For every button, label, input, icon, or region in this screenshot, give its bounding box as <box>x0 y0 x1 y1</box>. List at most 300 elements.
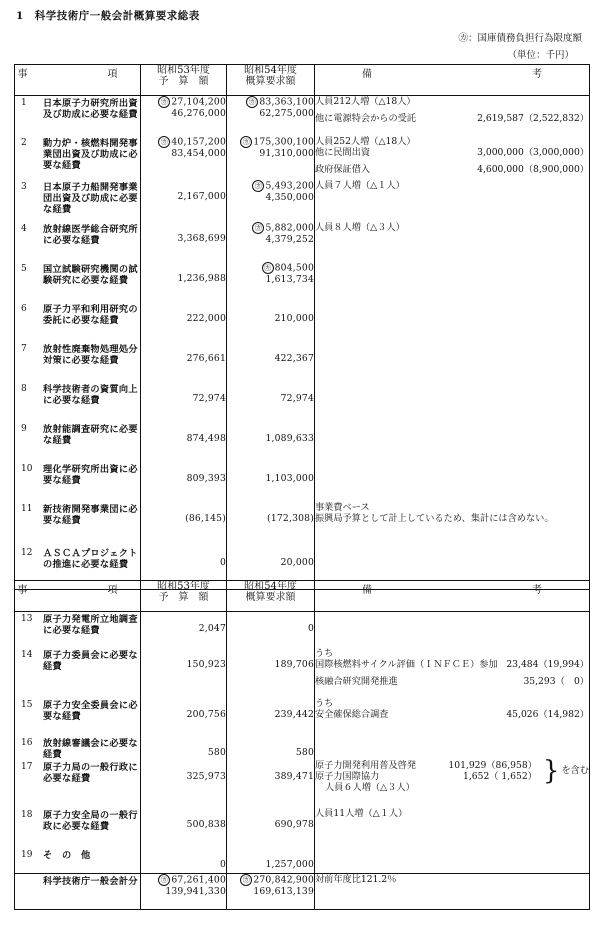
item-name: 放射線審議会に必要な経費 <box>43 737 138 760</box>
budget53-cell <box>141 698 227 736</box>
table-row <box>15 422 590 462</box>
contract-limit-amount <box>141 546 226 557</box>
amount-value: 4,350,000 <box>265 191 314 203</box>
total-name: 科学技術庁一般会計分 <box>43 876 138 887</box>
header-item: 事 項 <box>15 581 141 612</box>
contract-mark-icon: ㋕ <box>246 96 258 108</box>
header-item: 事 項 <box>15 65 141 96</box>
brace-lines <box>315 760 537 782</box>
request54-cell <box>227 422 315 462</box>
remark-text: 他に電源特会からの受託 <box>315 113 417 124</box>
budget53-cell <box>141 96 227 136</box>
remark-line <box>315 164 589 175</box>
remark-value: 23,484（19,994） <box>506 658 589 670</box>
remark-text: 原子力国際協力 <box>315 770 380 782</box>
item-number: 3 <box>21 181 27 192</box>
contract-mark-icon: ㋕ <box>262 262 274 274</box>
item-cell <box>15 302 141 342</box>
remarks-cell <box>315 422 590 462</box>
remark-line: うち <box>315 697 334 709</box>
contract-limit-amount <box>227 180 314 192</box>
amount-value: 580 <box>207 746 226 758</box>
contract-limit-amount <box>227 502 314 513</box>
item-name: 日本原子力研究所出資及び助成に必要な経費 <box>43 98 138 120</box>
contract-limit-amount <box>141 422 226 433</box>
remark-line: 人員252人増（△18人） <box>315 135 416 147</box>
remark-line <box>315 147 589 158</box>
item-number: 14 <box>21 649 33 660</box>
item-number: 5 <box>21 263 27 274</box>
brace-icon: } <box>542 755 560 786</box>
header-remarks: 備 考 <box>315 65 590 96</box>
contract-limit-amount <box>141 222 226 233</box>
item-label <box>15 302 140 326</box>
amount-value: 389,471 <box>274 770 314 782</box>
amount-value: (86,145) <box>185 512 226 524</box>
amount-value: 422,367 <box>274 352 314 364</box>
remark-value: 3,000,000（3,000,000） <box>477 146 589 158</box>
contract-limit-value: 40,157,200 <box>171 136 226 147</box>
item-label <box>15 222 140 246</box>
contract-limit-amount <box>227 760 314 771</box>
remark-line: 人員８人増（△３人） <box>315 221 405 233</box>
item-label <box>15 848 140 861</box>
item-label <box>15 612 140 636</box>
remarks-cell <box>315 648 590 698</box>
item-cell <box>15 648 141 698</box>
item-name: 原子力安全委員会に必要な経費 <box>43 699 138 722</box>
amount-value: 4,379,252 <box>265 233 314 245</box>
item-label <box>15 808 140 832</box>
request54-cell <box>227 96 315 136</box>
item-label <box>15 342 140 366</box>
contract-mark-icon: ㋕ <box>158 136 170 148</box>
item-cell <box>15 736 141 760</box>
remark-line <box>315 771 537 782</box>
header-request54: 昭和54年度 概算要求額 <box>227 65 315 96</box>
contract-limit-amount <box>141 342 226 353</box>
item-number: 2 <box>21 137 27 148</box>
item-cell <box>15 760 141 808</box>
total-label <box>15 874 140 887</box>
item-name: ＡＳＣＡプロジェクトの推進に必要な経費 <box>43 547 138 570</box>
remark-value: 4,600,000（8,900,000） <box>477 163 589 175</box>
remarks-cell <box>315 848 590 874</box>
amount-value: 809,393 <box>186 472 226 484</box>
contract-limit-amount <box>227 648 314 659</box>
item-name: 科学技術者の資質向上に必要な経費 <box>43 383 138 406</box>
header-request54: 昭和54年度 概算要求額 <box>227 581 315 612</box>
contract-limit-amount <box>141 262 226 273</box>
request54-cell <box>227 180 315 222</box>
contract-limit-amount <box>227 462 314 473</box>
amount-value: 222,000 <box>186 312 226 324</box>
item-cell <box>15 222 141 262</box>
table-row <box>15 698 590 736</box>
remarks-cell <box>315 262 590 302</box>
contract-limit-amount <box>141 302 226 313</box>
total-remark: 対前年度比121.2％ <box>315 874 397 885</box>
item-name: 国立試験研究機関の試験研究に必要な経費 <box>43 263 138 286</box>
item-label <box>15 546 140 570</box>
remark-line: 事業費ベース <box>315 501 370 513</box>
request54-cell <box>227 502 315 546</box>
table-row <box>15 648 590 698</box>
item-number: 19 <box>21 849 33 860</box>
contract-limit-value: 270,842,900 <box>253 874 314 886</box>
contract-limit-amount <box>227 874 314 886</box>
contract-limit-value: 5,882,000 <box>265 222 314 233</box>
contract-limit-value: 804,500 <box>274 262 314 273</box>
item-name: 原子力局の一般行政に必要な経費 <box>43 761 138 784</box>
budget53-cell <box>141 136 227 180</box>
contract-mark-icon: ㋕ <box>252 222 264 234</box>
contract-limit-amount <box>227 808 314 819</box>
item-number: 6 <box>21 303 27 314</box>
contract-mark-icon: ㋕ <box>158 874 170 886</box>
request54-cell <box>227 342 315 382</box>
request54-cell <box>227 808 315 848</box>
amount-value: 3,368,699 <box>177 232 226 244</box>
remarks-cell <box>315 222 590 262</box>
remarks-cell <box>315 382 590 422</box>
item-number: 8 <box>21 383 27 394</box>
remark-line <box>315 676 589 687</box>
item-number: 17 <box>21 761 33 772</box>
amount-value: 0 <box>219 858 226 870</box>
amount-value: 690,978 <box>274 818 314 830</box>
item-label <box>15 136 140 171</box>
request54-cell <box>227 302 315 342</box>
table-header-row <box>15 581 590 612</box>
contract-mark-icon: ㋕ <box>240 874 252 886</box>
remark-value: 45,026（14,982） <box>506 708 589 720</box>
budget53-cell <box>141 502 227 546</box>
item-name: 原子力安全局の一般行政に必要な経費 <box>43 809 138 832</box>
request54-cell <box>227 648 315 698</box>
remark-value: 1,652（ 1,652） <box>462 770 537 782</box>
item-cell <box>15 262 141 302</box>
amount-value: 169,613,139 <box>253 886 314 897</box>
item-number: 9 <box>21 423 27 434</box>
remarks-cell <box>315 462 590 502</box>
amount-value: 0 <box>307 623 314 634</box>
table-row <box>15 848 590 874</box>
budget53-cell <box>141 612 227 648</box>
contract-limit-amount <box>141 874 226 886</box>
budget53-cell <box>141 262 227 302</box>
remark-line: 人員212人増（△18人） <box>315 96 416 107</box>
remark-value: 2,619,587（2,522,832） <box>477 113 589 124</box>
item-name: 放射線医学総合研究所に必要な経費 <box>43 223 138 246</box>
contract-limit-amount <box>227 698 314 709</box>
contract-limit-amount <box>141 848 226 859</box>
item-number: 7 <box>21 343 27 354</box>
contract-limit-amount <box>227 612 314 623</box>
item-label <box>15 462 140 486</box>
budget53-cell <box>141 422 227 462</box>
request54-cell <box>227 698 315 736</box>
amount-value: 500,838 <box>186 818 226 830</box>
contract-limit-value: 5,493,200 <box>265 180 314 191</box>
budget53-cell <box>141 342 227 382</box>
budget53-cell <box>141 874 227 910</box>
contract-limit-amount <box>227 422 314 433</box>
item-number: 1 <box>21 98 27 108</box>
total-label-cell <box>15 874 141 910</box>
remark-line: うち <box>315 647 334 659</box>
remark-line: 人員７人増（△１人） <box>315 179 405 191</box>
amount-value: 580 <box>295 746 314 758</box>
table-row <box>15 136 590 180</box>
remarks-cell <box>315 136 590 180</box>
contract-limit-amount <box>141 136 226 148</box>
header-remarks: 備 考 <box>315 581 590 612</box>
budget53-cell <box>141 808 227 848</box>
request54-cell <box>227 462 315 502</box>
contract-limit-amount <box>141 462 226 473</box>
amount-value: 2,047 <box>198 623 226 634</box>
contract-limit-amount <box>141 808 226 819</box>
item-number: 4 <box>21 223 27 234</box>
remark-line <box>315 113 589 124</box>
item-cell <box>15 342 141 382</box>
item-label <box>15 422 140 446</box>
item-label <box>15 262 140 286</box>
contract-legend-note: ㋕：国庫債務負担行為限度額 <box>458 33 582 44</box>
remarks-cell <box>315 808 590 848</box>
total-remark-cell <box>315 874 590 910</box>
header-budget53: 昭和53年度 予 算 額 <box>141 581 227 612</box>
remarks-cell <box>315 180 590 222</box>
contract-limit-amount <box>141 502 226 513</box>
amount-value: 139,941,330 <box>165 886 226 897</box>
remark-text: 他に民間出資 <box>315 146 371 158</box>
remark-line: 振興局予算として計上しているため、集計には含めない。 <box>315 512 554 524</box>
remark-text: 核融合研究開発推進 <box>315 675 398 687</box>
item-name: 日本原子力船開発事業団出資及び助成に必要な経費 <box>43 181 138 215</box>
table-row <box>15 302 590 342</box>
item-name: 原子力発電所立地調査に必要な経費 <box>43 614 138 636</box>
contract-limit-amount <box>227 546 314 557</box>
item-number: 16 <box>21 737 33 748</box>
contract-limit-amount <box>141 382 226 393</box>
item-label <box>15 760 140 784</box>
item-name: 理化学研究所出資に必要な経費 <box>43 463 138 486</box>
request54-cell <box>227 736 315 760</box>
contract-limit-amount <box>141 180 226 191</box>
budget53-cell <box>141 648 227 698</box>
brace-group <box>315 755 589 786</box>
budget53-cell <box>141 382 227 422</box>
contract-limit-amount <box>227 262 314 274</box>
amount-value: 46,276,000 <box>171 108 226 119</box>
contract-limit-value: 175,300,100 <box>253 136 314 147</box>
request54-cell <box>227 874 315 910</box>
remark-text: 政府保証借入 <box>315 163 371 175</box>
table-row <box>15 382 590 422</box>
amount-value: 1,236,988 <box>177 272 226 284</box>
remarks-cell <box>315 96 590 136</box>
amount-value: 239,442 <box>274 708 314 720</box>
item-number: 15 <box>21 699 33 710</box>
contract-limit-amount <box>227 222 314 234</box>
total-row <box>15 874 590 910</box>
request54-cell <box>227 222 315 262</box>
item-number: 18 <box>21 809 33 820</box>
amount-value: 72,974 <box>280 392 314 404</box>
contract-mark-icon: ㋕ <box>240 136 252 148</box>
amount-value: 62,275,000 <box>259 108 314 119</box>
remark-value: 101,929（86,958） <box>448 759 537 771</box>
table-row <box>15 502 590 546</box>
item-label <box>15 96 140 120</box>
request54-cell <box>227 136 315 180</box>
item-cell <box>15 422 141 462</box>
amount-value: 276,661 <box>186 352 226 364</box>
table-row <box>15 736 590 760</box>
table-row <box>15 808 590 848</box>
amount-value: 189,706 <box>274 658 314 670</box>
contract-limit-value: 27,104,200 <box>171 96 226 108</box>
document-title: 1 科学技術庁一般会計概算要求総表 <box>16 10 200 22</box>
remarks-cell <box>315 755 590 808</box>
request54-cell <box>227 262 315 302</box>
remark-text: 国際核燃料サイクル評価（ＩＮＦＣＥ）参加 <box>315 658 498 670</box>
item-number: 13 <box>21 614 33 624</box>
amount-value: 150,923 <box>186 658 226 670</box>
contract-limit-amount <box>141 96 226 108</box>
table-row <box>15 180 590 222</box>
item-name: そ の 他 <box>43 849 91 861</box>
contract-limit-value: 83,363,100 <box>259 96 314 108</box>
amount-value: 83,454,000 <box>171 147 226 159</box>
contract-limit-amount <box>227 342 314 353</box>
item-label <box>15 180 140 215</box>
budget53-cell <box>141 180 227 222</box>
remark-line <box>315 659 589 670</box>
amount-value: 72,974 <box>192 392 226 404</box>
item-cell <box>15 698 141 736</box>
amount-value: 210,000 <box>274 312 314 324</box>
item-name: 放射能調査研究に必要な経費 <box>43 423 138 446</box>
remarks-cell <box>315 502 590 546</box>
table-row <box>15 462 590 502</box>
remarks-cell <box>315 302 590 342</box>
item-cell <box>15 96 141 136</box>
amount-value: 1,257,000 <box>265 858 314 870</box>
contract-limit-amount <box>227 96 314 108</box>
budget-table-part1 <box>14 64 590 590</box>
contract-limit-amount <box>141 612 226 623</box>
budget53-cell <box>141 760 227 808</box>
contract-limit-amount <box>227 302 314 313</box>
remark-value: 35,293（ 0） <box>523 675 589 687</box>
item-cell <box>15 180 141 222</box>
amount-value: 20,000 <box>280 556 314 568</box>
remark-text: 安全確保総合調査 <box>315 708 389 720</box>
budget-table-part2 <box>14 580 590 910</box>
item-cell <box>15 462 141 502</box>
item-name: 動力炉・核燃料開発事業団出資及び助成に必要な経費 <box>43 137 138 171</box>
remark-line: 人員６人増（△３人） <box>325 781 415 793</box>
amount-value: 1,089,633 <box>265 432 314 444</box>
contract-limit-value: 67,261,400 <box>171 874 226 886</box>
item-cell <box>15 808 141 848</box>
item-name: 原子力平和利用研究の委託に必要な経費 <box>43 303 138 326</box>
remarks-cell <box>315 612 590 648</box>
item-name: 新技術開発事業団に必要な経費 <box>43 503 138 526</box>
unit-note: （単位：千円） <box>507 50 574 61</box>
amount-value: 325,973 <box>186 770 226 782</box>
remark-line <box>315 760 537 771</box>
amount-value: 1,613,734 <box>265 273 314 285</box>
header-budget53: 昭和53年度 予 算 額 <box>141 65 227 96</box>
contract-mark-icon: ㋕ <box>158 96 170 108</box>
item-label <box>15 698 140 722</box>
contract-limit-amount <box>141 648 226 659</box>
remarks-cell <box>315 698 590 736</box>
amount-value: 91,310,000 <box>259 147 314 159</box>
table-row <box>15 342 590 382</box>
budget53-cell <box>141 462 227 502</box>
amount-value: 1,103,000 <box>265 472 314 484</box>
item-cell <box>15 502 141 546</box>
contract-mark-icon: ㋕ <box>252 180 264 192</box>
request54-cell <box>227 848 315 874</box>
item-cell <box>15 848 141 874</box>
budget53-cell <box>141 736 227 760</box>
request54-cell <box>227 612 315 648</box>
item-label <box>15 648 140 672</box>
contract-limit-amount <box>227 136 314 148</box>
remarks-cell <box>315 342 590 382</box>
request54-cell <box>227 760 315 808</box>
contract-limit-amount <box>141 736 226 747</box>
table-row <box>15 96 590 136</box>
budget53-cell <box>141 302 227 342</box>
contract-limit-amount <box>227 736 314 747</box>
item-cell <box>15 612 141 648</box>
contract-limit-amount <box>227 848 314 859</box>
table-header-row <box>15 65 590 96</box>
request54-cell <box>227 382 315 422</box>
remark-line <box>315 709 589 720</box>
budget53-cell <box>141 222 227 262</box>
item-number: 12 <box>21 547 33 558</box>
amount-value: 874,498 <box>186 432 226 444</box>
total-spacer <box>21 876 43 887</box>
table-row <box>15 262 590 302</box>
amount-value: 0 <box>219 556 226 568</box>
brace-note: を含む <box>561 765 589 776</box>
item-name: 原子力委員会に必要な経費 <box>43 649 138 672</box>
amount-value: 200,756 <box>186 708 226 720</box>
item-cell <box>15 382 141 422</box>
contract-limit-amount <box>227 382 314 393</box>
item-cell <box>15 136 141 180</box>
amount-value: 2,167,000 <box>177 190 226 202</box>
table-row <box>15 222 590 262</box>
item-label <box>15 502 140 526</box>
table-row <box>15 612 590 648</box>
item-label <box>15 382 140 406</box>
contract-limit-amount <box>141 760 226 771</box>
amount-value: (172,308) <box>267 512 314 524</box>
contract-limit-amount <box>141 698 226 709</box>
item-label <box>15 736 140 760</box>
remark-text: 原子力開発利用普及啓発 <box>315 759 417 771</box>
